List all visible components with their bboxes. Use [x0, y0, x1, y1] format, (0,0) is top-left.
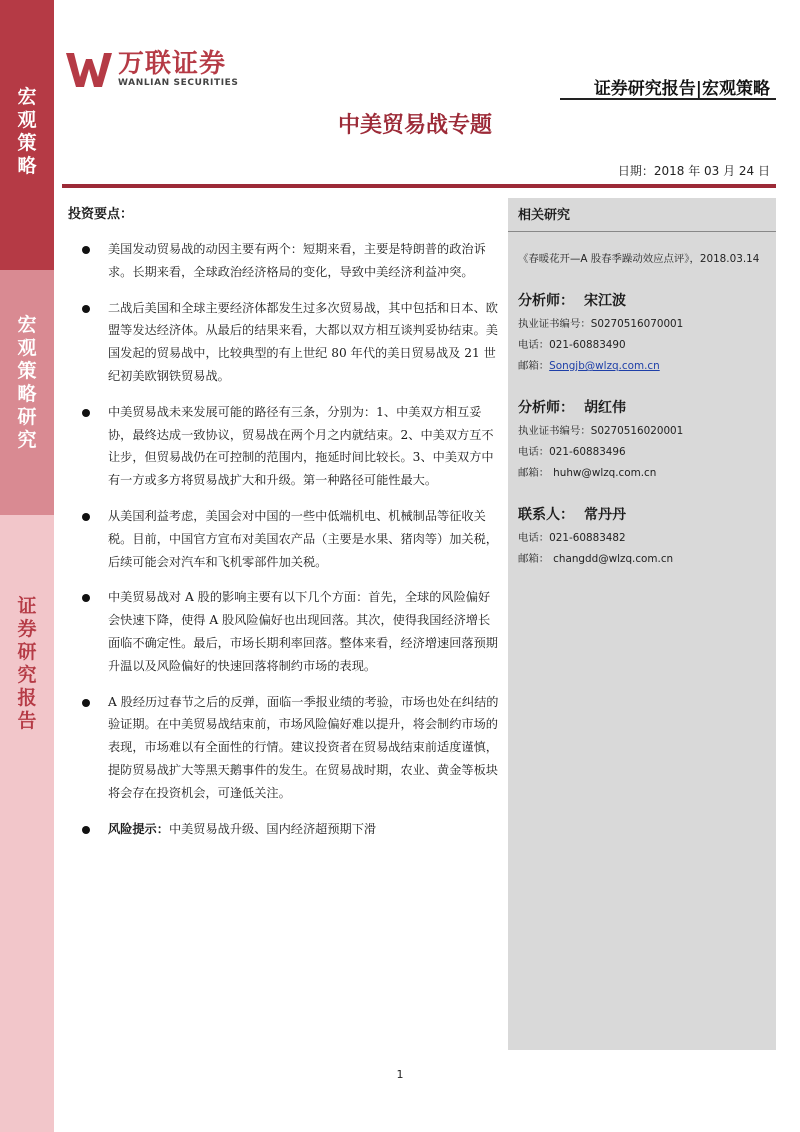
bullet-icon	[82, 305, 90, 313]
sidebar-band-middle	[0, 270, 54, 515]
page-title: 中美贸易战专题	[337, 112, 492, 138]
list-item	[62, 297, 500, 388]
bullet-icon	[82, 246, 90, 254]
contact-email[interactable]: changdd@wlzq.com.cn	[553, 553, 674, 565]
title-divider	[62, 184, 776, 188]
sidebar-label-report: 证券研究报告	[17, 595, 37, 732]
analyst-name: 胡红伟	[584, 400, 626, 416]
email-label: 邮箱：	[518, 553, 550, 565]
bullet-icon	[82, 409, 90, 417]
sidebar-label-macro-research: 宏观策略研究	[17, 314, 37, 451]
related-research-title: 相关研究	[518, 208, 571, 223]
analyst-email-link[interactable]: Songjb@wlzq.com.cn	[549, 360, 660, 372]
risk-warning	[62, 818, 500, 841]
list-item	[62, 238, 500, 284]
panel-divider	[508, 231, 776, 232]
bullet-icon	[82, 513, 90, 521]
logo-chinese-name: 万联证券	[118, 49, 227, 79]
sidebar-band-bottom	[0, 515, 54, 1132]
logo-english-name: WANLIAN SECURITIES	[118, 78, 239, 88]
bullet-text: 中美贸易战对 A 股的影响主要有以下几个方面：首先，全球的风险偏好会快速下降，使得 A 股风险偏好也出现回落。其次，使得我国经济增长面临不确定性。最后，市场长期利率回落。整体来看，经济增速回落预期升温以及风险偏好的快速回落将制约市场的表现。	[108, 590, 498, 673]
sidebar-label-macro-strategy: 宏观策略	[17, 86, 37, 177]
bullet-text: 从美国利益考虑，美国会对中国的一些中低端机电、机械制品等征收关税。目前，中国官方宣布对美国农产品（主要是水果、猪肉等）加关税，后续可能会对汽车和飞机零部件加关税。	[108, 508, 498, 569]
analyst-phone: 电话：021-60883496	[518, 446, 626, 458]
contact-phone: 电话：021-60883482	[518, 532, 626, 544]
header-divider	[560, 98, 776, 100]
investment-highlights	[62, 198, 500, 853]
bullet-text: 二战后美国和全球主要经济体都发生过多次贸易战，其中包括和日本、欧盟等发达经济体。从最后的结果来看，大都以双方相互谈判妥协结束。美国发起的贸易战中，比较典型的有上世纪 80 年代的美日贸易战及 21 世纪初美欧钢铁贸易战。	[108, 300, 498, 383]
contact-label: 联系人：	[518, 507, 574, 523]
bullet-text: 中美贸易战未来发展可能的路径有三条，分别为：1、中美双方相互妥协，最终达成一致协议，贸易战在两个月之内就结束。2、中美双方互不让步，但贸易战仍在可控制的范围内，拖延时间比较长。3、中美双方中有一方或多方将贸易战扩大和升级。第一种路径可能性最大。	[108, 404, 494, 488]
bullet-text: A 股经历过春节之后的反弹，面临一季报业绩的考验，市场也处在纠结的验证期。在中美贸易战结束前，市场风险偏好难以提升，将会制约市场的表现，市场难以有全面性的行情。建议投资者在贸易战结束前适度谨慎，提防贸易战扩大等黑天鹅事件的发生。在贸易战时期，农业、黄金等板块将会存在投资机会，可逢低关注。	[108, 694, 499, 800]
email-label: 邮箱：	[518, 360, 550, 372]
bullet-text: 美国发动贸易战的动因主要有两个：短期来看，主要是特朗普的政治诉求。长期来看，全球政治经济格局的变化，导致中美经济利益冲突。	[108, 242, 486, 279]
analyst-name: 宋江波	[584, 293, 626, 309]
page-number: 1	[396, 1068, 404, 1081]
contact-card	[518, 504, 766, 570]
analyst-card-2	[518, 397, 766, 484]
list-item	[62, 586, 500, 677]
analyst-card-1	[518, 290, 766, 377]
report-date: 日期：2018 年 03 月 24 日	[617, 164, 770, 178]
list-item	[62, 691, 500, 805]
bullet-icon	[82, 699, 90, 707]
section-title: 投资要点：	[68, 207, 134, 222]
list-item	[62, 401, 500, 492]
email-label: 邮箱：	[518, 467, 550, 479]
analyst-email[interactable]: huhw@wlzq.com.cn	[553, 467, 657, 479]
bullet-icon	[82, 826, 90, 834]
risk-text: 中美贸易战升级、国内经济超预期下滑	[168, 821, 377, 836]
info-panel	[508, 198, 776, 1050]
company-logo	[66, 50, 238, 89]
wanlian-logo-icon	[66, 51, 112, 89]
list-item	[62, 505, 500, 573]
related-report-link[interactable]: 《春暖花开—A 股春季躁动效应点评》，2018.03.14	[518, 253, 760, 265]
bullet-icon	[82, 594, 90, 602]
contact-name: 常丹丹	[584, 507, 626, 523]
risk-label: 风险提示：	[108, 821, 169, 836]
report-type: 证券研究报告|宏观策略	[593, 79, 770, 99]
analyst-cert: 执业证书编号：S0270516020001	[518, 425, 684, 437]
analyst-cert: 执业证书编号：S0270516070001	[518, 318, 684, 330]
analyst-label: 分析师：	[518, 293, 574, 309]
analyst-label: 分析师：	[518, 400, 574, 416]
analyst-phone: 电话：021-60883490	[518, 339, 626, 351]
